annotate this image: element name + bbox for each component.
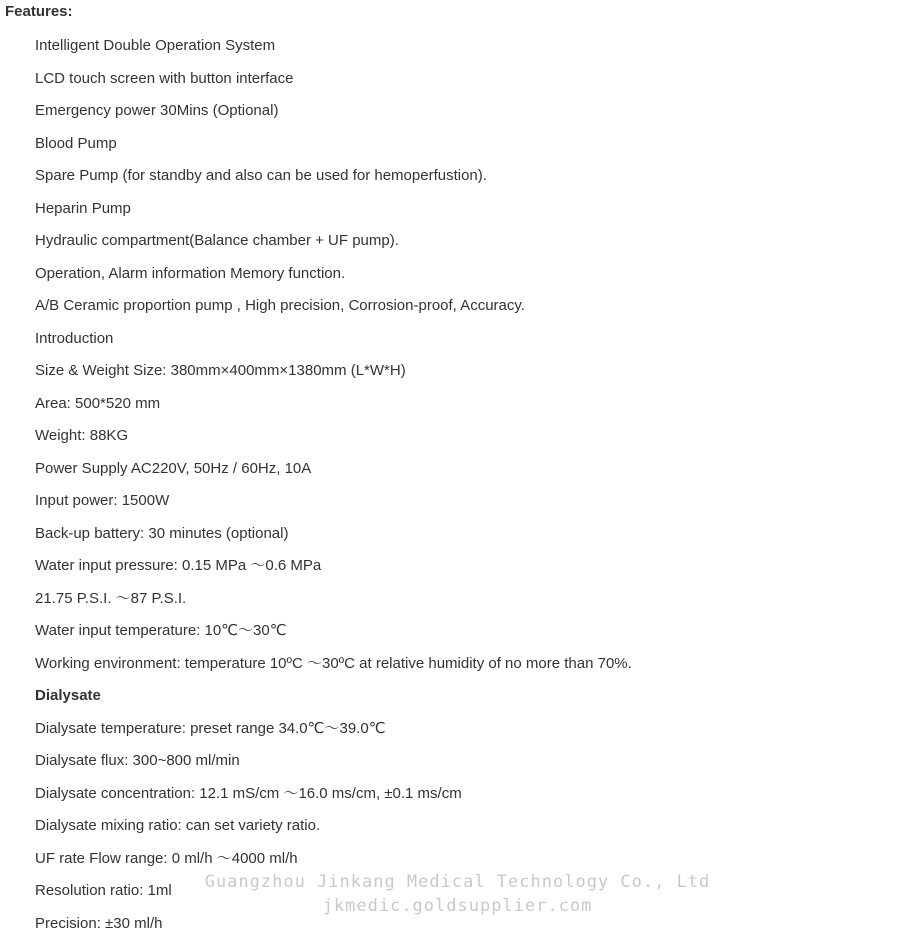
spec-item: Power Supply AC220V, 50Hz / 60Hz, 10A [35,459,632,492]
spec-item: Heparin Pump [35,199,632,232]
section-heading: Dialysate [35,686,632,719]
spec-item: Water input temperature: 10℃～30℃ [35,621,632,654]
spec-item: Dialysate mixing ratio: can set variety ratio. [35,816,632,849]
spec-item: LCD touch screen with button interface [35,69,632,102]
spec-item: Operation, Alarm information Memory function. [35,264,632,297]
spec-item: Hydraulic compartment(Balance chamber + UF pump). [35,231,632,264]
spec-item: Intelligent Double Operation System [35,36,632,69]
watermark-company: Guangzhou Jinkang Medical Technology Co., Ltd [2,872,911,892]
spec-item: Resolution ratio: 1ml [35,881,632,914]
watermark-url: jkmedic.goldsupplier.com [2,896,911,916]
spec-item: 21.75 P.S.I. ～87 P.S.I. [35,589,632,622]
spec-item: Blood Pump [35,134,632,167]
features-heading: Features: [5,3,73,20]
spec-item: Dialysate temperature: preset range 34.0℃～39.0℃ [35,719,632,752]
spec-item: Weight: 88KG [35,426,632,459]
spec-item: UF rate Flow range: 0 ml/h ～4000 ml/h [35,849,632,882]
spec-item: Input power: 1500W [35,491,632,524]
spec-list [35,36,632,946]
spec-item: Area: 500*520 mm [35,394,632,427]
spec-item: Back-up battery: 30 minutes (optional) [35,524,632,557]
spec-item: Precision: ±30 ml/h [35,914,632,946]
spec-item: A/B Ceramic proportion pump , High precision, Corrosion-proof, Accuracy. [35,296,632,329]
spec-item: Dialysate flux: 300~800 ml/min [35,751,632,784]
spec-item: Dialysate concentration: 12.1 mS/cm ～16.0 ms/cm, ±0.1 ms/cm [35,784,632,817]
spec-item: Introduction [35,329,632,362]
spec-item: Size & Weight Size: 380mm×400mm×1380mm (L*W*H) [35,361,632,394]
spec-item: Emergency power 30Mins (Optional) [35,101,632,134]
spec-item: Working environment: temperature 10ºC ～30ºC at relative humidity of no more than 70%. [35,654,632,687]
spec-item: Spare Pump (for standby and also can be used for hemoperfustion). [35,166,632,199]
spec-item: Water input pressure: 0.15 MPa ～0.6 MPa [35,556,632,589]
